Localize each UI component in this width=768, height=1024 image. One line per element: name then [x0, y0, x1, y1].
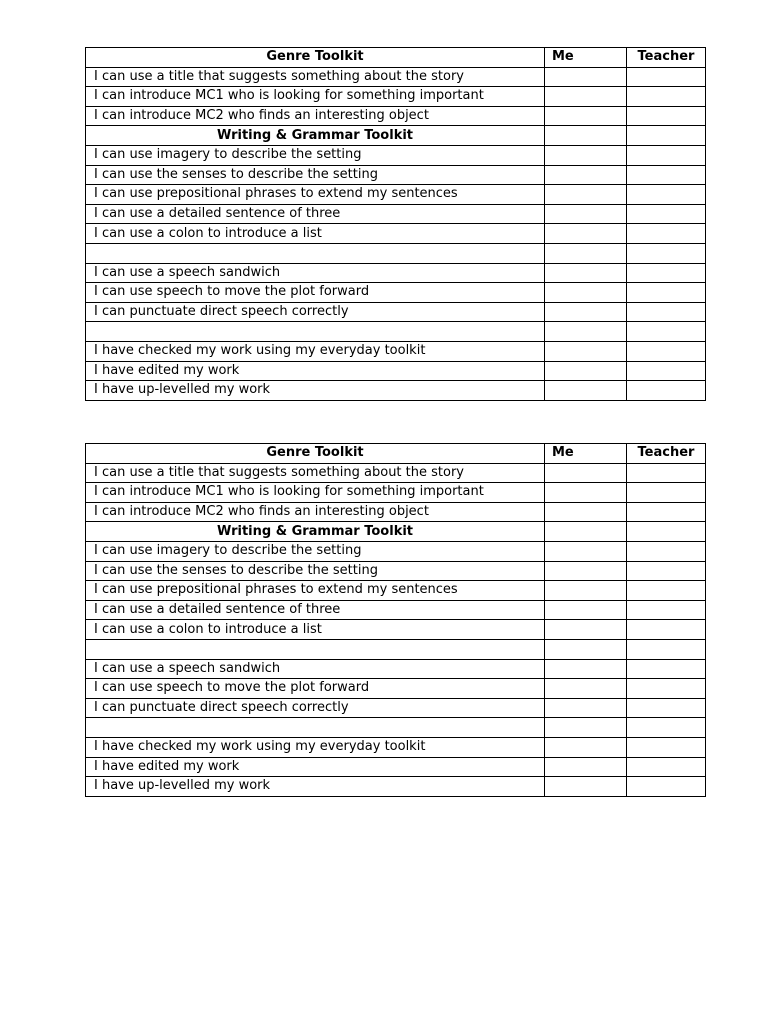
me-check-cell[interactable]: [545, 639, 627, 659]
section-header-row: [86, 522, 706, 542]
criterion-label: I have checked my work using my everyday toolkit: [86, 737, 545, 757]
teacher-check-cell[interactable]: [627, 718, 706, 738]
teacher-check-cell[interactable]: [627, 263, 706, 283]
me-check-cell[interactable]: [545, 67, 627, 87]
me-check-cell[interactable]: [545, 483, 627, 503]
checklist-row: [86, 341, 706, 361]
teacher-check-cell[interactable]: [627, 737, 706, 757]
me-check-cell[interactable]: [545, 718, 627, 738]
me-check-cell[interactable]: [545, 263, 627, 283]
me-column-header: Me: [545, 48, 627, 68]
me-check-cell[interactable]: [545, 777, 627, 797]
teacher-check-cell[interactable]: [627, 341, 706, 361]
teacher-check-cell[interactable]: [627, 87, 706, 107]
criterion-label: I can introduce MC1 who is looking for something important: [86, 483, 545, 503]
teacher-check-cell[interactable]: [627, 522, 706, 542]
criterion-label: I can use the senses to describe the setting: [86, 165, 545, 185]
checklist-row: [86, 659, 706, 679]
me-check-cell[interactable]: [545, 204, 627, 224]
me-check-cell[interactable]: [545, 757, 627, 777]
criterion-label: [86, 639, 545, 659]
criterion-label: I can use imagery to describe the setting: [86, 145, 545, 165]
me-check-cell[interactable]: [545, 561, 627, 581]
me-check-cell[interactable]: [545, 243, 627, 263]
checklist-row: [86, 204, 706, 224]
criterion-label: I can use a title that suggests something about the story: [86, 463, 545, 483]
checklist-row: [86, 224, 706, 244]
me-check-cell[interactable]: [545, 600, 627, 620]
teacher-column-header: Teacher: [627, 48, 706, 68]
criterion-label: I can use speech to move the plot forward: [86, 679, 545, 699]
criterion-label: I have checked my work using my everyday toolkit: [86, 341, 545, 361]
me-check-cell[interactable]: [545, 581, 627, 601]
criterion-label: I can use a colon to introduce a list: [86, 224, 545, 244]
blank-row: [86, 639, 706, 659]
me-check-cell[interactable]: [545, 126, 627, 146]
me-check-cell[interactable]: [545, 302, 627, 322]
criterion-label: I can use a colon to introduce a list: [86, 620, 545, 640]
teacher-check-cell[interactable]: [627, 757, 706, 777]
section-title: Writing & Grammar Toolkit: [86, 126, 545, 146]
teacher-check-cell[interactable]: [627, 561, 706, 581]
checklist-row: [86, 263, 706, 283]
checklist-row: [86, 381, 706, 401]
criterion-label: I can use a detailed sentence of three: [86, 204, 545, 224]
section-header-row: [86, 126, 706, 146]
me-check-cell[interactable]: [545, 185, 627, 205]
checklist-row: [86, 698, 706, 718]
criterion-label: I can use the senses to describe the setting: [86, 561, 545, 581]
criterion-label: I can use a title that suggests something about the story: [86, 67, 545, 87]
checklist-row: [86, 483, 706, 503]
criterion-label: I can use a speech sandwich: [86, 263, 545, 283]
me-check-cell[interactable]: [545, 502, 627, 522]
criterion-label: I can use prepositional phrases to extend my sentences: [86, 185, 545, 205]
teacher-check-cell[interactable]: [627, 502, 706, 522]
me-check-cell[interactable]: [545, 322, 627, 342]
criterion-label: I have edited my work: [86, 757, 545, 777]
checklist-row: [86, 679, 706, 699]
criterion-label: [86, 718, 545, 738]
checklist-row: [86, 283, 706, 303]
criterion-label: I can use a speech sandwich: [86, 659, 545, 679]
checklist-row: [86, 737, 706, 757]
me-check-cell[interactable]: [545, 679, 627, 699]
me-check-cell[interactable]: [545, 463, 627, 483]
criterion-label: [86, 243, 545, 263]
section-title: Genre Toolkit: [86, 48, 545, 68]
checklist-row: [86, 67, 706, 87]
me-check-cell[interactable]: [545, 381, 627, 401]
blank-row: [86, 718, 706, 738]
checklist-row: [86, 302, 706, 322]
me-check-cell[interactable]: [545, 698, 627, 718]
header-row: [86, 48, 706, 68]
section-title: Genre Toolkit: [86, 444, 545, 464]
checklist-row: [86, 502, 706, 522]
teacher-check-cell[interactable]: [627, 679, 706, 699]
me-check-cell[interactable]: [545, 106, 627, 126]
checklist-row: [86, 185, 706, 205]
section-title: Writing & Grammar Toolkit: [86, 522, 545, 542]
me-check-cell[interactable]: [545, 620, 627, 640]
criterion-label: I have edited my work: [86, 361, 545, 381]
checklist-row: [86, 165, 706, 185]
criterion-label: I have up-levelled my work: [86, 381, 545, 401]
teacher-check-cell[interactable]: [627, 777, 706, 797]
teacher-check-cell[interactable]: [627, 698, 706, 718]
me-check-cell[interactable]: [545, 737, 627, 757]
checklist-row: [86, 620, 706, 640]
checklist-sheet-2: [85, 443, 705, 797]
teacher-check-cell[interactable]: [627, 620, 706, 640]
me-check-cell[interactable]: [545, 522, 627, 542]
checklist-row: [86, 145, 706, 165]
checklist-row: [86, 757, 706, 777]
checklist-row: [86, 463, 706, 483]
criterion-label: I can use imagery to describe the setting: [86, 541, 545, 561]
teacher-check-cell[interactable]: [627, 126, 706, 146]
teacher-check-cell[interactable]: [627, 185, 706, 205]
teacher-check-cell[interactable]: [627, 243, 706, 263]
me-column-header: Me: [545, 444, 627, 464]
me-check-cell[interactable]: [545, 224, 627, 244]
teacher-column-header: Teacher: [627, 444, 706, 464]
teacher-check-cell[interactable]: [627, 106, 706, 126]
checklist-row: [86, 777, 706, 797]
teacher-check-cell[interactable]: [627, 204, 706, 224]
criterion-label: I can punctuate direct speech correctly: [86, 698, 545, 718]
checklist-table: [85, 443, 706, 797]
teacher-check-cell[interactable]: [627, 581, 706, 601]
teacher-check-cell[interactable]: [627, 659, 706, 679]
criterion-label: I can punctuate direct speech correctly: [86, 302, 545, 322]
checklist-row: [86, 561, 706, 581]
teacher-check-cell[interactable]: [627, 639, 706, 659]
criterion-label: I can use prepositional phrases to extend my sentences: [86, 581, 545, 601]
teacher-check-cell[interactable]: [627, 302, 706, 322]
me-check-cell[interactable]: [545, 165, 627, 185]
criterion-label: I can introduce MC2 who finds an interesting object: [86, 106, 545, 126]
teacher-check-cell[interactable]: [627, 541, 706, 561]
criterion-label: I can introduce MC2 who finds an interesting object: [86, 502, 545, 522]
criterion-label: I can introduce MC1 who is looking for something important: [86, 87, 545, 107]
teacher-check-cell[interactable]: [627, 283, 706, 303]
me-check-cell[interactable]: [545, 659, 627, 679]
header-row: [86, 444, 706, 464]
me-check-cell[interactable]: [545, 145, 627, 165]
checklist-row: [86, 600, 706, 620]
teacher-check-cell[interactable]: [627, 67, 706, 87]
teacher-check-cell[interactable]: [627, 322, 706, 342]
checklist-row: [86, 87, 706, 107]
me-check-cell[interactable]: [545, 283, 627, 303]
checklist-row: [86, 541, 706, 561]
criterion-label: I can use a detailed sentence of three: [86, 600, 545, 620]
me-check-cell[interactable]: [545, 541, 627, 561]
teacher-check-cell[interactable]: [627, 381, 706, 401]
teacher-check-cell[interactable]: [627, 483, 706, 503]
criterion-label: I can use speech to move the plot forward: [86, 283, 545, 303]
blank-row: [86, 243, 706, 263]
checklist-row: [86, 361, 706, 381]
teacher-check-cell[interactable]: [627, 145, 706, 165]
teacher-check-cell[interactable]: [627, 165, 706, 185]
checklist-sheet-1: [85, 47, 705, 401]
blank-row: [86, 322, 706, 342]
me-check-cell[interactable]: [545, 361, 627, 381]
checklist-table: [85, 47, 706, 401]
criterion-label: I have up-levelled my work: [86, 777, 545, 797]
criterion-label: [86, 322, 545, 342]
teacher-check-cell[interactable]: [627, 224, 706, 244]
checklist-row: [86, 581, 706, 601]
teacher-check-cell[interactable]: [627, 463, 706, 483]
me-check-cell[interactable]: [545, 87, 627, 107]
checklist-row: [86, 106, 706, 126]
teacher-check-cell[interactable]: [627, 361, 706, 381]
teacher-check-cell[interactable]: [627, 600, 706, 620]
me-check-cell[interactable]: [545, 341, 627, 361]
